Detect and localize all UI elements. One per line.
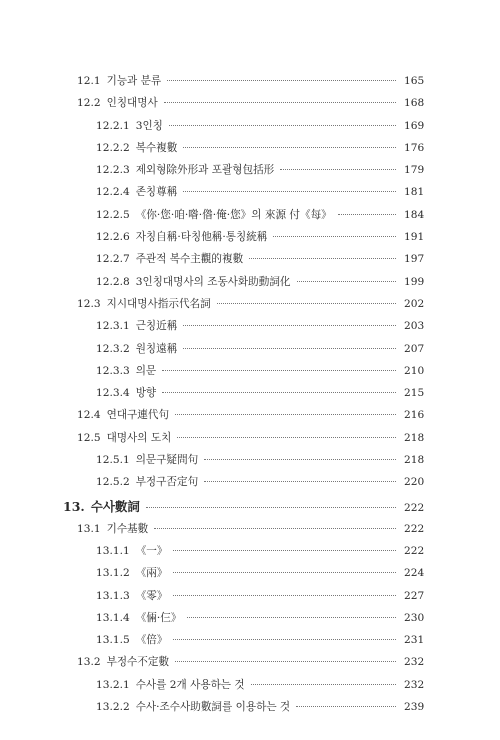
dot-leader (169, 124, 396, 126)
toc-entry-page: 215 (404, 387, 425, 400)
toc-entry-number: 13.2 (77, 656, 101, 669)
dot-leader (177, 436, 396, 438)
toc-entry-title: 3인칭대명사의 조동사화助動詞化 (135, 275, 291, 288)
toc-entry-page: 165 (404, 75, 425, 87)
toc-entry-number: 13.1.5 (96, 634, 130, 647)
toc-entry-number: 12.5 (77, 431, 101, 444)
toc-entry-title: 의문 (135, 364, 157, 377)
toc-entry (0, 474, 500, 496)
toc-entry-number: 12.5.1 (96, 454, 130, 467)
toc-entry-number: 13.2.1 (96, 678, 130, 691)
toc-entry-page: 220 (404, 476, 425, 489)
toc-entry-page: 222 (404, 501, 425, 514)
dot-leader (173, 594, 396, 596)
toc-entry-title: 3인칭 (135, 119, 163, 132)
dot-leader (175, 413, 396, 415)
dot-leader (183, 347, 396, 349)
toc-entry-title: 《倆·仨》 (135, 611, 182, 624)
toc-entry-page: 222 (404, 544, 425, 557)
toc-entry (0, 363, 500, 385)
toc-entry-title: 제외형除外形과 포괄형包括形 (135, 164, 275, 177)
toc-entry-title: 《兩》 (135, 567, 168, 580)
toc-entry (0, 118, 500, 140)
toc-entry-page: 191 (404, 231, 425, 244)
toc-entry-number: 12.2.2 (96, 141, 130, 154)
toc-entry-page: 181 (404, 186, 425, 199)
toc-entry-title: 기능과 분류 (106, 75, 162, 87)
toc-entry-number: 13.1.1 (96, 544, 130, 557)
dot-leader (173, 638, 396, 640)
toc-entry (0, 699, 500, 721)
toc-entry (0, 318, 500, 340)
toc-entry (0, 274, 500, 296)
dot-leader (154, 527, 396, 529)
toc-entry (0, 632, 500, 654)
toc-entry-number: 12.2.7 (96, 253, 130, 266)
toc-entry-page: 210 (404, 364, 425, 377)
toc-entry-title: 부정구否定句 (135, 476, 199, 489)
toc-entry-page: 169 (404, 119, 425, 132)
toc-entry-number: 13.1 (77, 522, 101, 535)
dot-leader (162, 391, 396, 393)
toc-entry-title: 인칭대명사 (106, 97, 158, 110)
toc-entry (0, 654, 500, 676)
table-of-contents (0, 73, 500, 721)
toc-entry-number: 12.2.5 (96, 208, 130, 221)
dot-leader (175, 660, 396, 662)
toc-entry (0, 407, 500, 429)
toc-entry-number: 13.2.2 (96, 701, 130, 714)
dot-leader (164, 101, 396, 103)
toc-entry-number: 12.1 (77, 75, 101, 87)
toc-entry (0, 543, 500, 565)
toc-entry-page: 239 (404, 701, 425, 714)
dot-leader (204, 480, 396, 482)
dot-leader (204, 458, 396, 460)
dot-leader (173, 549, 396, 551)
toc-entry-page: 179 (404, 164, 425, 177)
toc-entry-page: 176 (404, 141, 425, 154)
toc-entry-title: 《零》 (135, 589, 168, 602)
dot-leader (173, 571, 396, 573)
toc-entry-page: 197 (404, 253, 425, 266)
toc-entry (0, 497, 500, 521)
toc-entry (0, 610, 500, 632)
dot-leader (217, 302, 396, 304)
toc-entry-title: 기수基數 (106, 522, 149, 535)
dot-leader (338, 213, 396, 215)
toc-entry-number: 12.2.3 (96, 164, 130, 177)
toc-entry-title: 근칭近稱 (135, 320, 178, 333)
toc-entry-number: 12.5.2 (96, 476, 130, 489)
dot-leader (296, 705, 396, 707)
toc-entry-number: 12.2.1 (96, 119, 130, 132)
toc-entry-number: 13. (63, 498, 85, 514)
dot-leader (183, 190, 396, 192)
dot-leader (297, 280, 396, 282)
toc-entry-page: 218 (404, 431, 425, 444)
toc-entry-number: 12.2 (77, 97, 101, 110)
toc-entry-number: 12.3.2 (96, 342, 130, 355)
toc-entry-page: 199 (404, 275, 425, 288)
toc-entry (0, 229, 500, 251)
toc-entry (0, 565, 500, 587)
toc-entry (0, 341, 500, 363)
toc-entry-page: 184 (404, 208, 425, 221)
toc-entry-page: 202 (404, 297, 425, 310)
toc-entry (0, 184, 500, 206)
toc-entry (0, 251, 500, 273)
toc-entry-title: 《你·您·咱·喒·偺·俺·您》의 來源 付《每》 (135, 208, 332, 221)
toc-entry-title: 부정수不定數 (106, 656, 170, 669)
dot-leader (280, 168, 396, 170)
toc-entry (0, 430, 500, 452)
toc-entry-page: 227 (404, 589, 425, 602)
toc-entry-title: 존칭尊稱 (135, 186, 178, 199)
toc-entry (0, 452, 500, 474)
toc-entry (0, 162, 500, 184)
toc-entry-page: 168 (404, 97, 425, 110)
toc-entry-page: 231 (404, 634, 425, 647)
toc-entry-page: 224 (404, 567, 425, 580)
dot-leader (183, 146, 396, 148)
toc-entry-title: 방향 (135, 387, 157, 400)
toc-entry-number: 12.2.8 (96, 275, 130, 288)
toc-entry-page: 216 (404, 409, 425, 422)
dot-leader (146, 506, 396, 508)
toc-entry-title: 지시대명사指示代名詞 (106, 297, 211, 310)
toc-entry-title: 연대구連代句 (106, 409, 170, 422)
toc-entry-number: 12.3.4 (96, 387, 130, 400)
toc-entry (0, 677, 500, 699)
toc-entry-title: 복수複數 (135, 141, 178, 154)
toc-entry-page: 232 (404, 678, 425, 691)
toc-entry-title: 원칭遠稱 (135, 342, 178, 355)
toc-entry-title: 수사·조수사助數詞를 이용하는 것 (135, 701, 291, 714)
toc-entry-title: 수사數詞 (90, 498, 140, 514)
toc-entry-title: 수사를 2개 사용하는 것 (135, 678, 245, 691)
toc-entry (0, 521, 500, 543)
toc-entry (0, 207, 500, 229)
toc-entry-number: 13.1.3 (96, 589, 130, 602)
toc-entry-number: 12.2.6 (96, 231, 130, 244)
toc-entry-page: 222 (404, 522, 425, 535)
dot-leader (249, 257, 396, 259)
toc-entry (0, 588, 500, 610)
toc-entry-title: 자칭自稱·타칭他稱·통칭統稱 (135, 231, 268, 244)
toc-entry-page: 207 (404, 342, 425, 355)
toc-entry (0, 296, 500, 318)
toc-entry-title: 의문구疑問句 (135, 454, 199, 467)
toc-entry-title: 《一》 (135, 544, 168, 557)
toc-entry-page: 232 (404, 656, 425, 669)
dot-leader (183, 324, 396, 326)
dot-leader (162, 369, 396, 371)
toc-entry-page: 203 (404, 320, 425, 333)
toc-entry-number: 12.3 (77, 297, 101, 310)
toc-entry-title: 주관적 복수主觀的複數 (135, 253, 244, 266)
dot-leader (187, 616, 396, 618)
toc-entry-number: 13.1.4 (96, 611, 130, 624)
toc-entry-number: 13.1.2 (96, 567, 130, 580)
dot-leader (251, 683, 396, 685)
toc-entry-number: 12.3.3 (96, 364, 130, 377)
toc-entry-number: 12.4 (77, 409, 101, 422)
toc-entry-page: 218 (404, 454, 425, 467)
toc-entry-number: 12.2.4 (96, 186, 130, 199)
toc-entry (0, 140, 500, 162)
toc-entry-title: 대명사의 도치 (106, 431, 172, 444)
dot-leader (167, 79, 396, 81)
toc-entry (0, 95, 500, 117)
toc-entry-page: 230 (404, 611, 425, 624)
toc-entry (0, 73, 500, 95)
toc-entry (0, 385, 500, 407)
dot-leader (273, 235, 396, 237)
toc-entry-title: 《倍》 (135, 634, 168, 647)
toc-entry-number: 12.3.1 (96, 320, 130, 333)
